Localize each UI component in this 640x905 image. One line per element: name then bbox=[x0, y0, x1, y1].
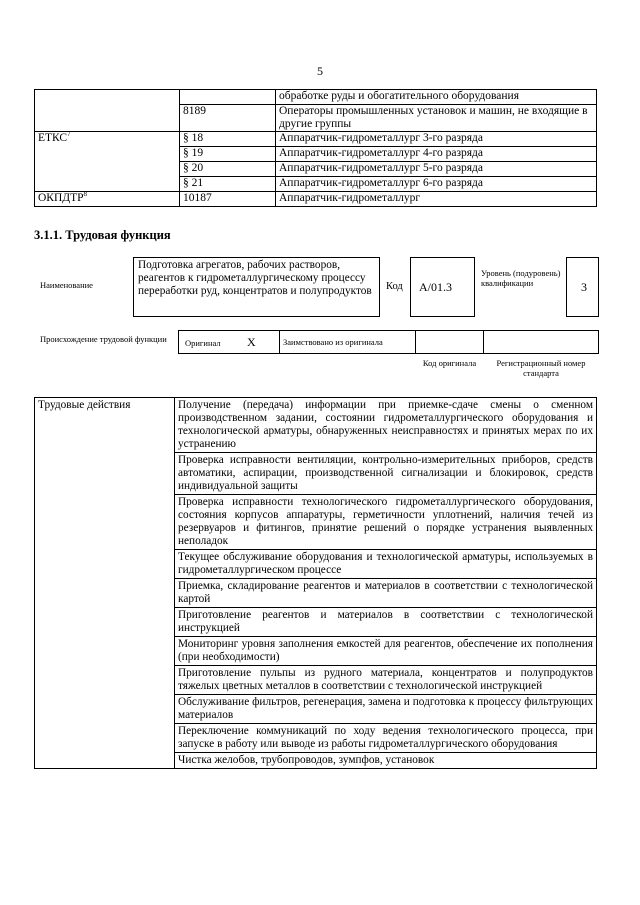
work-action: Получение (передача) информации при приемке-сдаче смены о сменном производственном задании, состоянии гидрометаллургического оборудования и технологической арматуры, обнаруженных неисправностях и принятых мерах по их устранению bbox=[175, 398, 597, 453]
table-row bbox=[35, 192, 597, 207]
level-label: Уровень (подуровень) квалификации bbox=[481, 268, 561, 288]
work-action: Обслуживание фильтров, регенерация, замена и подготовка к процессу фильтрующих материалов bbox=[175, 695, 597, 724]
reg-caption: Регистрационный номер стандарта bbox=[496, 358, 586, 378]
code-label: Код bbox=[386, 281, 403, 292]
page-number: 5 bbox=[317, 64, 323, 78]
work-action: Мониторинг уровня заполнения емкостей для реагентов, обеспечение их пополнения (при необходимости) bbox=[175, 637, 597, 666]
table-cell bbox=[180, 90, 276, 105]
code-group-okpdtr: ОКПДТР bbox=[38, 192, 84, 204]
reg-number-box bbox=[483, 330, 599, 354]
function-code: A/01.3 bbox=[410, 257, 475, 317]
original-code-box bbox=[415, 330, 484, 354]
table-cell: § 19 bbox=[180, 147, 276, 162]
work-action: Чистка желобов, трубопроводов, зумпфов, установок bbox=[175, 753, 597, 769]
table-cell bbox=[35, 132, 180, 192]
origin-label: Происхождение трудовой функции bbox=[40, 334, 167, 344]
code-caption: Код оригинала bbox=[422, 358, 477, 368]
name-label: Наименование bbox=[40, 280, 93, 290]
table-row bbox=[35, 398, 597, 453]
table-cell: § 20 bbox=[180, 162, 276, 177]
code-group-etks: ЕТКС bbox=[38, 132, 68, 144]
qualification-level: 3 bbox=[566, 257, 599, 317]
work-action: Приемка, складирование реагентов и материалов в соответствии с технологической картой bbox=[175, 579, 597, 608]
table-cell bbox=[35, 192, 180, 207]
table-row bbox=[35, 132, 597, 147]
section-title: 3.1.1. Трудовая функция bbox=[34, 228, 171, 242]
table-cell: обработке руды и обогатительного оборудования bbox=[276, 90, 597, 105]
borrowed-box bbox=[279, 330, 416, 354]
work-action: Проверка исправности технологического гидрометаллургического оборудования, состояния корпусов аппаратуры, герметичности уплотнений, наличия течей из резервуаров и фитингов, принятие решений о порядке устранения выявленных неполадок bbox=[175, 495, 597, 550]
table-cell: 10187 bbox=[180, 192, 276, 207]
table-cell: Аппаратчик-гидрометаллург 6-го разряда bbox=[276, 177, 597, 192]
work-actions-label: Трудовые действия bbox=[35, 398, 175, 769]
table-cell: 8189 bbox=[180, 105, 276, 132]
table-cell: Аппаратчик-гидрометаллург 3-го разряда bbox=[276, 132, 597, 147]
table-cell: § 21 bbox=[180, 177, 276, 192]
original-box bbox=[178, 330, 280, 354]
work-actions-table bbox=[34, 397, 597, 769]
footnote-mark: 8 bbox=[83, 190, 88, 199]
original-mark: X bbox=[247, 335, 256, 349]
table-cell: Операторы промышленных установок и машин, не входящие в другие группы bbox=[276, 105, 597, 132]
work-action: Проверка исправности вентиляции, контрольно-измерительных приборов, средств автоматики, аспирации, производственной сигнализации и блокировок, средств индивидуальной защиты bbox=[175, 453, 597, 495]
table-cell: Аппаратчик-гидрометаллург bbox=[276, 192, 597, 207]
table-row bbox=[35, 90, 597, 105]
table-cell: Аппаратчик-гидрометаллург 4-го разряда bbox=[276, 147, 597, 162]
work-action: Переключение коммуникаций по ходу ведения технологического процесса, при запуске в работу или выводе из работы гидрометаллургического оборудования bbox=[175, 724, 597, 753]
work-action: Текущее обслуживание оборудования и технологической арматуры, используемых в гидрометаллургическом процессе bbox=[175, 550, 597, 579]
original-label: Оригинал bbox=[185, 338, 221, 348]
footnote-mark: 7 bbox=[67, 130, 71, 139]
work-action: Приготовление пульпы из рудного материала, концентратов и полупродуктов тяжелых цветных металлов в соответствии с технологической инструкцией bbox=[175, 666, 597, 695]
borrowed-label: Заимствовано из оригинала bbox=[283, 337, 383, 347]
table-cell bbox=[35, 90, 180, 132]
classification-table bbox=[34, 89, 597, 207]
table-cell: Аппаратчик-гидрометаллург 5-го разряда bbox=[276, 162, 597, 177]
function-name: Подготовка агрегатов, рабочих растворов, реагентов к гидрометаллургическому процессу переработки руд, концентратов и полупродуктов bbox=[133, 257, 380, 317]
table-cell: § 18 bbox=[180, 132, 276, 147]
work-action: Приготовление реагентов и материалов в соответствии с технологической инструкцией bbox=[175, 608, 597, 637]
